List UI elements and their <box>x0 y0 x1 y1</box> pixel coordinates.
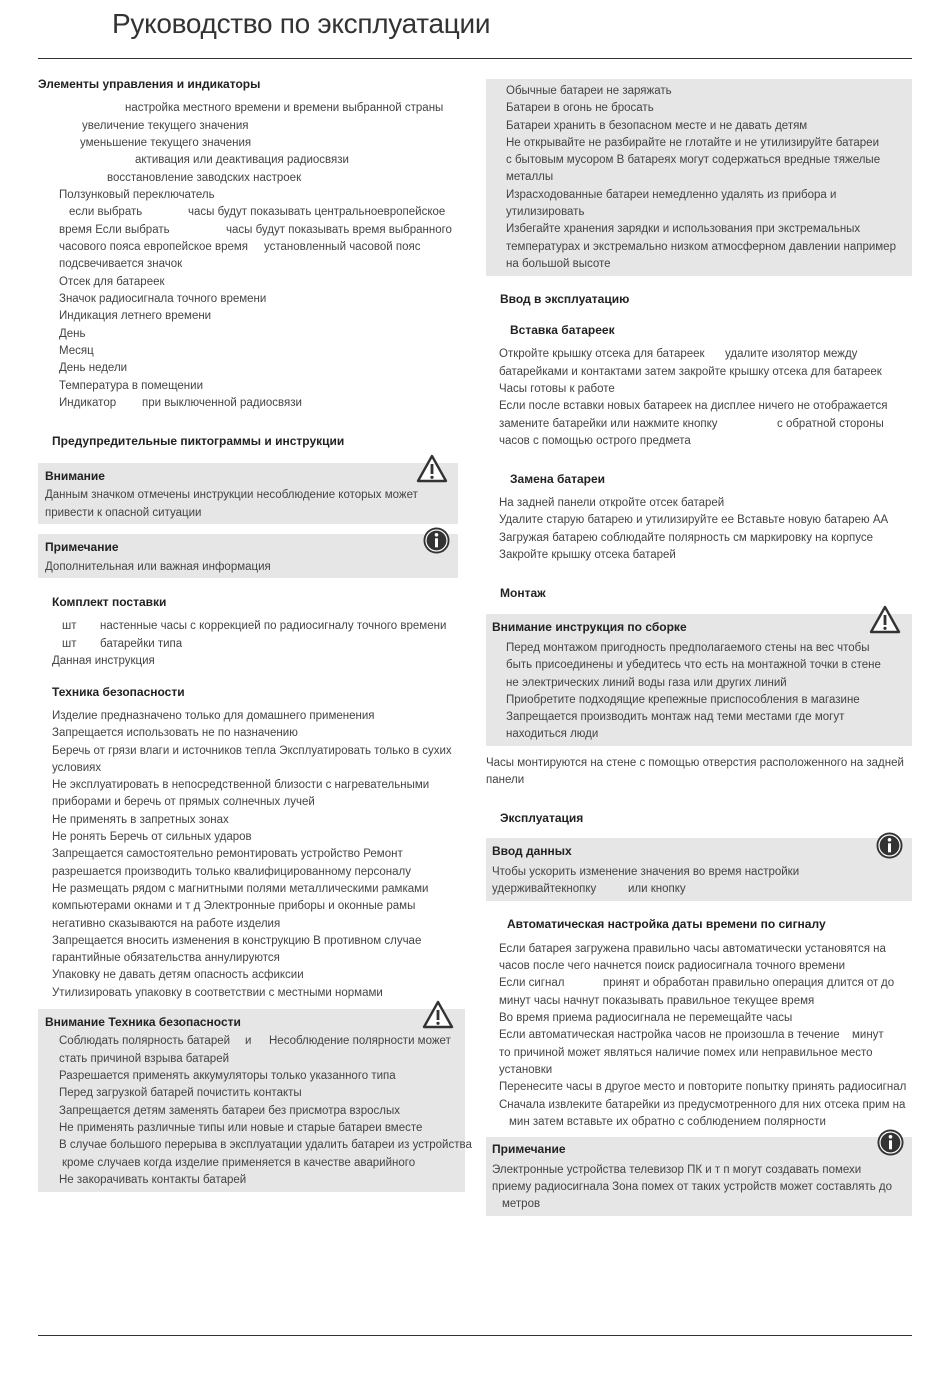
warning-triangle-icon <box>422 1000 454 1030</box>
insert-line: часов с помощью острого предмета <box>499 435 691 447</box>
input-box-line: удерживайтекнопку <box>492 883 597 895</box>
battery-line: Не открывайте не разбирайте не глотайте и не утилизируйте батареи <box>506 136 879 149</box>
mount-attention-box <box>486 614 912 746</box>
package-item: батарейки типа <box>100 638 183 650</box>
safety-line: Не применять в запретных зонах <box>52 813 229 826</box>
attention-box <box>38 463 458 524</box>
control-item: Индикация летнего времени <box>59 310 212 322</box>
safety-box-line: Разрешается применять аккумуляторы только указанного типа <box>59 1070 396 1082</box>
mount-box-line: Приобретите подходящие крепежные приспособления в магазине <box>506 693 860 706</box>
attention-title: Внимание <box>45 469 105 483</box>
safety-line: Не ронять Беречь от сильных ударов <box>52 831 252 844</box>
operation-heading: Эксплуатация <box>500 811 584 825</box>
control-item: часы будут показывать время выбранного <box>226 224 452 236</box>
insert-line: Часы готовы к работе <box>499 383 615 395</box>
insert-line: Откройте крышку отсека для батареек <box>499 348 705 360</box>
safety-line: разрешается производить только квалифицированному персоналу <box>52 865 412 878</box>
mount-text-line: панели <box>486 774 525 787</box>
replace-line: Закройте крышку отсека батарей <box>499 548 676 561</box>
safety-line: Утилизировать упаковку в соответствии с местными нормами <box>52 986 383 999</box>
safety-box-line: стать причиной взрыва батарей <box>59 1053 230 1065</box>
auto-line: Сначала извлеките батарейки из предусмотренного для них отсека прим на <box>499 1099 906 1111</box>
note2-line: приему радиосигнала Зона помех от таких устройств может составлять до <box>492 1181 893 1193</box>
input-note-box <box>486 838 912 901</box>
header-rule <box>38 58 912 59</box>
safety-line: приборами и беречь от прямых солнечных лучей <box>52 796 315 809</box>
safety-box-line: кроме случаев когда изделие применяется в качестве аварийного <box>62 1157 416 1169</box>
auto-line: часов после чего начнется поиск радиосигнала точного времени <box>499 960 846 972</box>
control-item: часового пояса европейское время <box>59 241 249 253</box>
input-box-line: или кнопку <box>628 883 686 895</box>
startup-heading: Ввод в эксплуатацию <box>500 292 630 306</box>
control-item: установленный часовой пояс <box>264 241 421 253</box>
controls-heading: Элементы управления и индикаторы <box>38 77 261 91</box>
safety-line: Беречь от грязи влаги и источников тепла Эксплуатировать только в сухих <box>52 744 452 757</box>
mount-text-line: Часы монтируются на стене с помощью отверстия расположенного на задней <box>486 757 904 769</box>
control-item: Отсек для батареек <box>59 276 165 288</box>
mount-box-line: Запрещается производить монтаж над теми местами где могут <box>506 711 845 724</box>
safety-box-line: Запрещается детям заменять батареи без присмотра взрослых <box>59 1105 400 1117</box>
auto-heading: Автоматическая настройка даты времени по сигналу <box>507 917 826 931</box>
battery-line: Батареи в огонь не бросать <box>506 102 654 115</box>
safety-box-line: и <box>245 1035 252 1047</box>
auto-line: мин затем вставьте их обратно с соблюдением полярности <box>509 1116 826 1128</box>
battery-line: Избегайте хранения зарядки и использования при экстремальных <box>506 223 861 236</box>
battery-line: на большой высоте <box>506 257 611 270</box>
control-item: если выбрать <box>69 206 143 218</box>
mounting-heading: Монтаж <box>500 586 546 600</box>
control-item: часы будут показывать центральноевропейское <box>188 206 446 218</box>
battery-line: Израсходованные батареи немедленно удалять из прибора и <box>506 188 837 201</box>
control-item: уменьшение текущего значения <box>80 137 252 149</box>
safety-box-line: Соблюдать полярность батарей <box>59 1035 231 1047</box>
info-icon <box>422 526 451 555</box>
mount-box-line: быть присоединены и убедитесь что есть на монтажной точки в стене <box>506 659 881 672</box>
package-item: шт <box>62 638 77 650</box>
warning-triangle-icon <box>416 454 448 484</box>
package-item: настенные часы с коррекцией по радиосигналу точного времени <box>100 620 447 632</box>
replace-heading: Замена батареи <box>510 472 606 486</box>
info-icon <box>876 1128 905 1157</box>
safety-list <box>52 708 452 1002</box>
info-icon <box>875 831 904 860</box>
package-item: Данная инструкция <box>52 655 155 667</box>
note-title: Примечание <box>45 540 119 554</box>
auto-line: Если сигнал <box>499 977 565 989</box>
control-item: Температура в помещении <box>59 380 204 392</box>
note-box <box>38 534 458 578</box>
auto-line: до <box>881 977 895 989</box>
safety-box-title: Внимание Техника безопасности <box>45 1015 241 1029</box>
note2-line: метров <box>502 1198 541 1210</box>
safety-line: Упаковку не давать детям опасность асфиксии <box>52 969 304 982</box>
auto-line: то причиной может являться наличие помех или неправильное место <box>499 1047 873 1059</box>
control-item: Месяц <box>59 345 94 357</box>
auto-line: минут <box>852 1029 884 1041</box>
safety-line: условиях <box>52 761 102 774</box>
safety-line: Запрещается самостоятельно ремонтировать устройство Ремонт <box>52 848 403 861</box>
input-box-line: Чтобы ускорить изменение значения во время настройки <box>492 866 800 878</box>
insert-line: удалите изолятор между <box>725 348 858 360</box>
safety-line: Не размещать рядом с магнитными полями металлическими рамками <box>52 882 429 895</box>
input-box-title: Ввод данных <box>492 844 572 858</box>
safety-line: Изделие предназначено только для домашнего применения <box>52 710 375 722</box>
replace-line: На задней панели откройте отсек батарей <box>499 497 725 509</box>
warning-triangle-icon <box>869 605 901 635</box>
safety-line: компьютерами окнами и т д Электронные приборы и оконные рамы <box>52 900 416 913</box>
attention-line: Данным значком отмечены инструкции несоблюдение которых может <box>45 489 418 501</box>
attention-line: привести к опасной ситуации <box>45 507 202 519</box>
mount-box-line: Перед монтажом пригодность предполагаемого стены на вес чтобы <box>506 642 870 654</box>
control-item: при выключенной радиосвязи <box>142 397 302 409</box>
control-item: подсвечивается значок <box>59 258 183 270</box>
control-item: Индикатор <box>59 397 117 409</box>
replace-line: Загружая батарею соблюдайте полярность см маркировку на корпусе <box>499 531 874 544</box>
battery-line: с бытовым мусором В батареях могут содержаться вредные тяжелые <box>506 154 881 167</box>
control-item: время Если выбрать <box>59 224 170 236</box>
control-item: День <box>59 328 86 340</box>
safety-box-line: Не применять различные типы или новые и старые батареи вместе <box>59 1122 423 1134</box>
auto-line: минут часы начнут показывать правильное текущее время <box>499 995 815 1007</box>
control-item: активация или деактивация радиосвязи <box>135 154 349 166</box>
auto-line: Во время приема радиосигнала не перемещайте часы <box>499 1012 793 1024</box>
auto-line: принят и обработан правильно операция длится от <box>603 977 879 989</box>
battery-line: металлы <box>506 171 554 184</box>
battery-line: температурах и экстремально низком атмосферном давлении например <box>506 240 896 253</box>
warnings-heading: Предупредительные пиктограммы и инструкции <box>52 434 345 448</box>
battery-line: утилизировать <box>506 206 585 219</box>
battery-warning-box <box>486 79 912 276</box>
mount-box-line: находиться люди <box>506 728 599 741</box>
insert-line: батарейками и контактами затем закройте крышку отсека для батареек <box>499 366 882 378</box>
battery-line: Обычные батареи не заряжать <box>506 85 672 97</box>
safety-line: Не эксплуатировать в непосредственной близости с нагревательными <box>52 779 430 792</box>
package-item: шт <box>62 620 77 632</box>
safety-box-line: Не закорачивать контакты батарей <box>59 1174 247 1186</box>
note-line: Дополнительная или важная информация <box>45 561 271 573</box>
battery-line: Батареи хранить в безопасном месте и не давать детям <box>506 119 808 132</box>
safety-line: Запрещается использовать не по назначению <box>52 727 298 740</box>
insert-line: Если после вставки новых батареек на дисплее ничего не отображается <box>499 400 888 412</box>
safety-line: гарантийные обязательства аннулируются <box>52 952 280 965</box>
control-item: восстановление заводских настроек <box>107 172 302 184</box>
auto-line: Перенесите часы в другое место и повторите попытку принять радиосигнал <box>499 1081 907 1093</box>
control-item: Значок радиосигнала точного времени <box>59 293 267 305</box>
control-item: увеличение текущего значения <box>82 120 249 132</box>
safety-line: негативно сказываются на работе изделия <box>52 917 281 930</box>
safety-attention-box <box>38 1009 472 1192</box>
safety-box-line: Перед загрузкой батарей почистить контакты <box>59 1087 302 1099</box>
insert-heading: Вставка батареек <box>510 323 615 337</box>
control-item: Ползунковый переключатель <box>59 189 215 201</box>
note-box-2 <box>486 1137 912 1216</box>
auto-line: Если батарея загружена правильно часы автоматически установятся на <box>499 943 886 955</box>
note2-line: Электронные устройства телевизор ПК и т п могут создавать помехи <box>492 1164 862 1176</box>
replace-line: Удалите старую батарею и утилизируйте ее Вставьте новую батарею AA <box>499 514 889 527</box>
package-heading: Комплект поставки <box>52 595 167 609</box>
page-title: Руководство по эксплуатации <box>112 8 491 39</box>
auto-line: Если автоматическая настройка часов не произошла в течение <box>499 1029 840 1041</box>
insert-line: замените батарейки или нажмите кнопку <box>499 418 718 430</box>
safety-box-line: Несоблюдение полярности может <box>269 1035 451 1047</box>
mount-box-title: Внимание инструкция по сборке <box>492 620 687 634</box>
safety-heading: Техника безопасности <box>52 685 185 699</box>
insert-line: с обратной стороны <box>777 418 884 430</box>
safety-box-line: В случае большого перерыва в эксплуатации удалить батареи из устройства <box>59 1139 472 1151</box>
safety-line: Запрещается вносить изменения в конструкцию В противном случае <box>52 934 422 947</box>
auto-line: установки <box>499 1064 553 1076</box>
mount-box-line: не электрических линий воды газа или других линий <box>506 676 787 689</box>
control-item: настройка местного времени и времени выбранной страны <box>125 102 444 114</box>
note2-title: Примечание <box>492 1142 566 1156</box>
footer-rule <box>38 1335 912 1336</box>
control-item: День недели <box>59 362 128 374</box>
